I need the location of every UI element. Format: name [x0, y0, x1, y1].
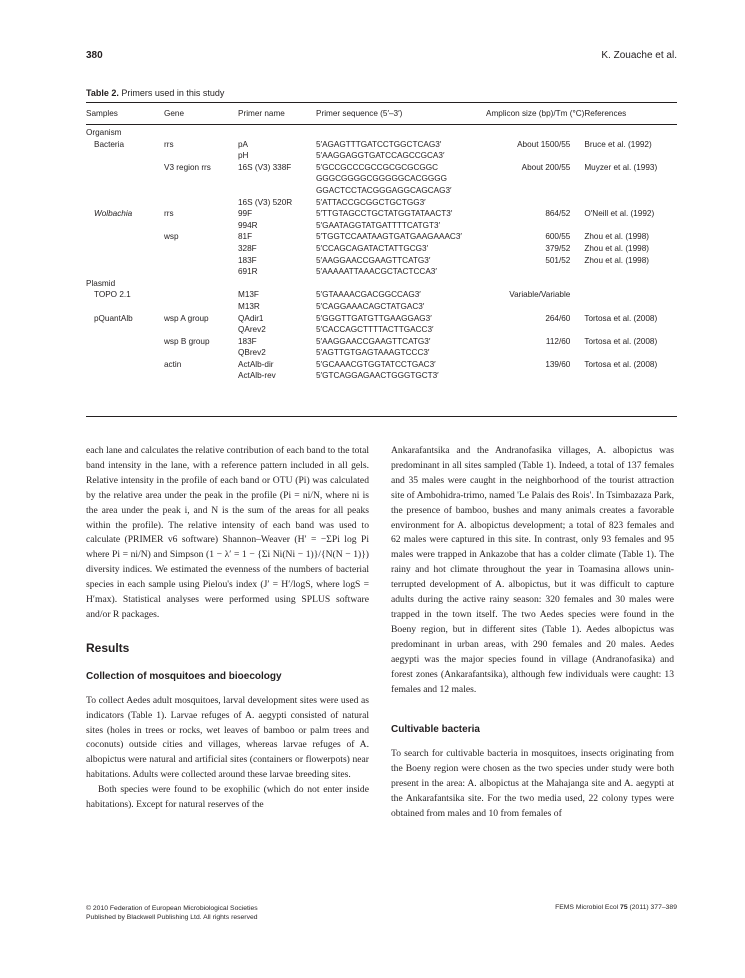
cell-gene	[164, 220, 238, 232]
cell-amplicon: 600/55	[545, 232, 571, 242]
cell-primer-name: M13F	[238, 290, 259, 300]
cell-amplicon: 864/52	[545, 209, 571, 219]
cell-reference	[584, 220, 677, 232]
cell-reference	[584, 347, 677, 359]
collection-subheading: Collection of mosquitoes and bioecology	[86, 670, 282, 682]
cell-primer-name: 16S (V3) 338F	[238, 162, 292, 172]
table-top-rule	[86, 102, 677, 103]
col-header-amplicon: Amplicon size (bp)/Tm (°C)	[486, 109, 585, 119]
table-row	[86, 197, 677, 209]
col-header-samples: Samples	[86, 109, 118, 119]
cell-sample	[86, 243, 164, 255]
cell-primer-name: ActAlb-dir	[238, 359, 274, 369]
cell-amplicon	[486, 150, 584, 162]
cell-gene	[164, 185, 238, 197]
cell-sequence: 5′AAGGAACCGAAGTTCATG3′	[316, 336, 431, 346]
cell-reference	[584, 370, 677, 382]
journal-name: FEMS Microbiol Ecol	[555, 904, 619, 911]
footer-right	[555, 904, 677, 911]
cell-reference: Tortosa et al. (2008)	[584, 336, 658, 346]
cell-primer-name: pH	[238, 151, 249, 161]
cell-gene: rrs	[164, 139, 174, 149]
cell-sequence: 5′ATTACCGCGGCTGCTGG3′	[316, 197, 426, 207]
cell-gene: wsp	[164, 232, 179, 242]
cell-gene: rrs	[164, 209, 174, 219]
cell-amplicon: 139/60	[545, 359, 571, 369]
cell-amplicon: About 1500/55	[517, 139, 571, 149]
cell-sequence: 5′CCAGCAGATACTATTGCG3′	[316, 243, 429, 253]
cell-gene	[164, 255, 238, 267]
cell-gene	[164, 301, 238, 313]
cell-sample	[86, 255, 164, 267]
table-row	[86, 255, 677, 267]
cell-sample: Bacteria	[94, 139, 125, 149]
cell-sequence: 5′GAATAGGTATGATTTTCATGT3′	[316, 220, 441, 230]
col-header-gene: Gene	[164, 109, 185, 119]
cell-sequence: 5′GCCGCCCGCCGCGCGCGGC	[316, 162, 439, 172]
footer-left	[86, 904, 258, 922]
table-row	[86, 336, 677, 348]
cell-amplicon	[486, 197, 584, 209]
cell-reference: Zhou et al. (1998)	[584, 255, 649, 265]
cell-sequence: 5′AAGGAACCGAAGTTCATG3′	[316, 255, 431, 265]
table-row	[86, 173, 677, 185]
cell-sample	[86, 266, 164, 278]
table-row	[86, 220, 677, 232]
cultivable-paragraph: To search for cultivable bacteria in mosquitoes, insects originating from the Boeny region were chosen as the two species under study were both present in the area: A. albopictus at the Mahajanga site and A. aegypti at the Ankarafantsika site. For the two media used, 22 colony types were obtained from males and 10 from females of	[391, 748, 674, 819]
cell-sequence: 5′GTCAGGAGAACTGGGTGCT3′	[316, 371, 439, 381]
cell-primer-name: 16S (V3) 520R	[238, 197, 293, 207]
cell-reference: Tortosa et al. (2008)	[584, 359, 658, 369]
methods-paragraph: each lane and calculates the relative contribution of each band to the total band intensity in the lane, with a reference pattern included in all gels. Relative intensity in the profile of each band or OTU (Pi) was calculated by the relative area under the peak in the profile (Pi = ni/N, where ni is the area under the peak i, and N is the sum of the areas for all peaks within the profile). The relative intensity of each band was used to calculate (PRIMER v6 software) Shannon–Weaver (H′ = −ΣPi log Pi where Pi = ni/N) and Simpson (1 − λ′ = 1 − {Σi Ni(Ni − 1)}/{N(N − 1)}) diversity indices. We estimated the evenness of the numbers of bacterial species in each sample using Pielou's index (J′ = H′/logS, where logS = H′max). Statistical analyses were performed using SPLUS software and/or R packages.	[86, 445, 369, 620]
cell-amplicon	[486, 185, 584, 197]
cell-gene	[164, 370, 238, 382]
exophilic-paragraph: Both species were found to be exophilic (which do not enter inside habitations). Except for natural reserves of the	[86, 784, 369, 811]
table-row	[86, 208, 677, 220]
running-head-authors: K. Zouache et al.	[601, 50, 677, 61]
cell-primer-name: 328F	[238, 243, 257, 253]
table-row	[86, 243, 677, 255]
cell-amplicon: 501/52	[545, 255, 571, 265]
cell-primer-name: pA	[238, 139, 249, 149]
cell-reference: Zhou et al. (1998)	[584, 243, 649, 253]
cell-primer-name: 994R	[238, 220, 258, 230]
cell-amplicon	[486, 220, 584, 232]
cell-sequence: 5′TTGTAGCCTGCTATGGTATAACT3′	[316, 209, 453, 219]
cell-gene	[164, 197, 238, 209]
cell-gene	[164, 266, 238, 278]
cell-primer-name	[238, 185, 316, 197]
cell-amplicon	[486, 278, 584, 290]
cell-reference	[584, 278, 677, 290]
table-row	[86, 139, 677, 151]
cell-amplicon	[486, 301, 584, 313]
table-row	[86, 313, 677, 325]
cell-sequence: 5′AGTTGTGAGTAAAGTCCC3′	[316, 348, 430, 358]
cell-reference: Tortosa et al. (2008)	[584, 313, 658, 323]
cell-sample	[86, 220, 164, 232]
cell-amplicon	[486, 324, 584, 336]
cell-sample	[86, 231, 164, 243]
cell-gene	[164, 150, 238, 162]
cell-sequence: 5′GCAAACGTGGTATCCTGAC3′	[316, 359, 436, 369]
table-bottom-rule	[86, 416, 677, 417]
cell-primer-name: QBrev2	[238, 348, 266, 358]
table-caption-text: Primers used in this study	[121, 88, 225, 98]
primers-table	[86, 104, 677, 382]
cell-amplicon	[486, 266, 584, 278]
cell-sequence: 5′CACCAGCTTTTACTTGACC3′	[316, 325, 434, 335]
table-row	[86, 359, 677, 371]
cell-sample: Organism	[86, 128, 122, 137]
copyright-line: © 2010 Federation of European Microbiological Societies	[86, 905, 258, 912]
cell-reference	[584, 324, 677, 336]
cell-sequence: GGACTCCTACGGGAGGCAGCAG3′	[316, 185, 452, 195]
table-row	[86, 124, 677, 139]
cell-sample	[86, 301, 164, 313]
cell-sample: Wolbachia	[94, 209, 133, 219]
cell-reference: Zhou et al. (1998)	[584, 232, 649, 242]
page-number: 380	[86, 50, 103, 61]
cell-sequence	[316, 278, 486, 290]
cell-gene: wsp A group	[164, 313, 209, 323]
cell-primer-name: QArev2	[238, 325, 266, 335]
table-row	[86, 289, 677, 301]
cell-amplicon: 264/60	[545, 313, 571, 323]
cell-sample: Plasmid	[86, 278, 116, 288]
cell-primer-name: 183F	[238, 336, 257, 346]
cell-reference: Bruce et al. (1992)	[584, 139, 652, 149]
table-row	[86, 324, 677, 336]
cell-reference	[584, 301, 677, 313]
cell-sequence	[316, 124, 486, 139]
cell-primer-name: M13R	[238, 301, 260, 311]
cell-sample: pQuantAlb	[94, 313, 133, 323]
cell-amplicon	[486, 370, 584, 382]
cell-primer-name: 691R	[238, 267, 258, 277]
right-text-column	[391, 444, 674, 822]
cell-gene	[164, 243, 238, 255]
cell-reference	[584, 185, 677, 197]
cell-gene	[164, 289, 238, 301]
cell-amplicon: 112/60	[545, 336, 571, 346]
cell-amplicon: About 200/55	[521, 162, 571, 172]
cell-reference	[584, 150, 677, 162]
cell-sample	[86, 162, 164, 174]
cell-sequence: 5′AGAGTTTGATCCTGGCTCAG3′	[316, 139, 442, 149]
cell-gene: actin	[164, 359, 182, 369]
cell-sample	[86, 185, 164, 197]
cell-primer-name: 99F	[238, 209, 253, 219]
cell-reference	[584, 266, 677, 278]
table-label: Table 2.	[86, 88, 119, 98]
cell-reference: Muyzer et al. (1993)	[584, 162, 658, 172]
cell-primer-name	[238, 278, 316, 290]
cell-gene	[164, 124, 238, 139]
table-row	[86, 266, 677, 278]
cell-reference	[584, 289, 677, 301]
col-header-references: References	[584, 109, 627, 119]
table-row	[86, 347, 677, 359]
cell-sequence: 5′TGGTCCAATAAGTGATGAAGAAAC3′	[316, 232, 462, 242]
cell-sample	[86, 324, 164, 336]
collection-paragraph: To collect Aedes adult mosquitoes, larval development sites were used as indicators (Table 1). Larvae refuges of A. aegypti consisted of natural sites (holes in trees or rocks, wet leaves of bamboo or palm trees and coconuts) outside cities and villages, whereas larvae refuges of A. albopictus were natural and artificial sites (containers or flowerpots) near habitations. Adults were collected around these larvae breeding sites.	[86, 694, 369, 781]
cell-sample	[86, 150, 164, 162]
cell-amplicon	[486, 173, 584, 185]
cell-amplicon	[486, 124, 584, 139]
cell-gene	[164, 278, 238, 290]
cell-sample: TOPO 2.1	[94, 290, 131, 300]
table-row	[86, 278, 677, 290]
cell-primer-name: 81F	[238, 232, 253, 242]
cell-sequence: 5′AAAAATTAAACGCTACTCCA3′	[316, 267, 437, 277]
cell-reference	[584, 197, 677, 209]
results-heading: Results	[86, 640, 130, 655]
cell-primer-name	[238, 173, 316, 185]
journal-pages: (2011) 377–389	[629, 904, 677, 911]
table-row	[86, 301, 677, 313]
cultivable-bacteria-subheading: Cultivable bacteria	[391, 724, 480, 736]
cell-reference: O'Neill et al. (1992)	[584, 209, 655, 219]
table-row	[86, 150, 677, 162]
table-row	[86, 185, 677, 197]
cell-gene: wsp B group	[164, 336, 210, 346]
cell-gene	[164, 324, 238, 336]
cell-amplicon: 379/52	[545, 243, 571, 253]
cell-reference	[584, 124, 677, 139]
table-caption	[86, 88, 224, 98]
sites-paragraph: Ankarafantsika and the Andranofasika villages, A. albopictus was predominant in all sites sampled (Table 1). Indeed, a total of 137 females and 35 males were caught in the neighborhood of the tourist attraction site of Ambohidra-trimo, named 'Le Palais des Rois'. In Tsimbazaza Park, the presence of bamboo, bushes and many animals creates a favorable environment for A. albopictus development; a total of 823 females and 62 males were captured in this site. In contrast, only 93 females and 95 males were trapped in Ankazobe that has a colder climate (Table 1). The rainy and hot climate throughout the year in Toamasina allows unin-terrupted development of A. albopictus, but it was difficult to capture adults during the active rainy season: 320 females and 30 males were trapped in the town itself. The two Aedes species were found in the Boeny region, but in different sites (Table 1). Aedes albopictus was predominant in urban areas, with 290 females and 20 males. Aedes aegypti was the major species found in village (Andranofasika) and forest zones (Ankarafantsika), although few individuals were caught: 13 females and 12 males.	[391, 445, 674, 695]
table-row	[86, 370, 677, 382]
cell-sample	[86, 336, 164, 348]
cell-gene	[164, 173, 238, 185]
cell-primer-name	[238, 124, 316, 139]
cell-primer-name: 183F	[238, 255, 257, 265]
publisher-line: Published by Blackwell Publishing Ltd. All rights reserved	[86, 914, 258, 921]
cell-sequence: GGGCGGGGCGGGGGCACGGGG	[316, 174, 448, 184]
cell-sequence: 5′AAGGAGGTGATCCAGCCGCA3′	[316, 151, 445, 161]
col-header-primer-name: Primer name	[238, 109, 285, 119]
cell-sample	[86, 370, 164, 382]
cell-sample	[86, 173, 164, 185]
cell-gene	[164, 347, 238, 359]
cell-gene: V3 region rrs	[164, 162, 211, 172]
cell-primer-name: QAdir1	[238, 313, 264, 323]
cell-reference	[584, 173, 677, 185]
cell-sample	[86, 359, 164, 371]
cell-sequence: 5′GGGTTGATGTTGAAGGAG3′	[316, 313, 432, 323]
cell-amplicon: Variable/Variable	[509, 290, 571, 300]
journal-volume: 75	[620, 904, 628, 911]
col-header-sequence: Primer sequence (5′–3′)	[316, 109, 403, 119]
table-row	[86, 231, 677, 243]
cell-amplicon	[486, 347, 584, 359]
cell-primer-name: ActAlb-rev	[238, 371, 276, 381]
cell-sequence: 5′CAGGAAACAGCTATGAC3′	[316, 301, 425, 311]
cell-sequence: 5′GTAAAACGACGGCCAG3′	[316, 290, 421, 300]
cell-sample	[86, 197, 164, 209]
left-text-column	[86, 444, 369, 813]
cell-sample	[86, 347, 164, 359]
table-row	[86, 162, 677, 174]
table-header-row	[86, 104, 677, 124]
